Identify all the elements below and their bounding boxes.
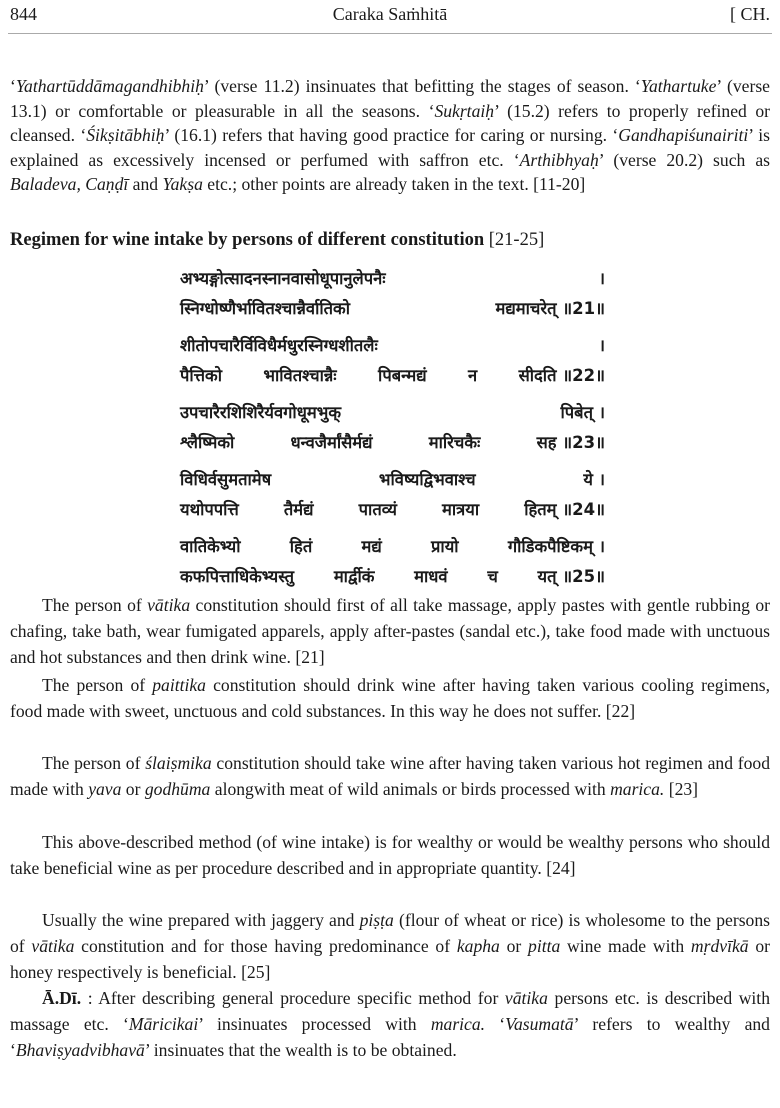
verse-word: पिबेत् । [560, 403, 605, 422]
verse-word: पातव्यं [358, 500, 397, 519]
sanskrit-term: Sukṛtaiḥ [434, 100, 495, 121]
text-run: ’ is explained as excessively incensed or perfumed with saffron etc. ‘ [10, 125, 770, 170]
sanskrit-term: kapha [456, 936, 500, 956]
paragraph [10, 907, 770, 985]
text-run: ’ insinuates that the wealth is to be obtained. [144, 1040, 457, 1060]
sanskrit-term: Yathartuke [640, 76, 717, 96]
verse-word: धन्वजैर्मांसैर्मद्यं [290, 433, 373, 452]
text-run: constitution should take wine after having taken various hot regimen and food made with [10, 753, 770, 799]
chapter-label: [ CH. [730, 4, 770, 24]
text-run: persons etc. is described with massage etc. ‘ [10, 988, 770, 1034]
paragraph [10, 592, 770, 670]
verse-word: । [598, 269, 605, 288]
text-run: ’ refers to wealthy and ‘ [10, 1014, 770, 1060]
verse-line [180, 562, 605, 592]
verse-word: मारिचकैः [428, 433, 481, 452]
page-number: 844 [10, 4, 37, 24]
book-title: Caraka Saṁhitā [332, 4, 448, 24]
text-run: constitution and for those having predominance of [74, 936, 457, 956]
paragraph [10, 829, 770, 881]
verse-word: पिबन्मद्यं [378, 366, 427, 385]
text-run: ’ (verse 13.1) or comfortable or pleasurable in all the seasons. ‘ [10, 76, 770, 121]
verse-line [180, 495, 605, 525]
verse-word: हितं [289, 537, 313, 556]
text-run: Usually the wine prepared with jaggery and [42, 910, 360, 930]
verse-word: मार्द्वीकं [333, 567, 375, 586]
text-run: [23] [664, 779, 699, 799]
verse-line [180, 264, 605, 294]
verse-word: वातिकेभ्यो [180, 537, 241, 556]
intro-paragraph [10, 74, 770, 197]
verse-word: मद्यं [361, 537, 382, 556]
sanskrit-term: ślaiṣmika [145, 753, 212, 773]
verse-word: उपचारैरशिशिरैर्यवगोधूमभुक् [180, 403, 341, 422]
sanskrit-term: Śikṣitābhiḥ [86, 125, 165, 146]
sanskrit-term: paittika [152, 675, 206, 695]
sanskrit-term: mṛdvīkā [690, 936, 749, 956]
verse-line [180, 428, 605, 458]
paragraph [10, 750, 770, 802]
text-run: or [121, 779, 145, 799]
verse-line [180, 294, 605, 324]
paragraph [10, 672, 770, 724]
sanskrit-term: Māricikai [128, 1014, 199, 1034]
verse-word: न [468, 366, 478, 385]
verse-word: कफपित्ताधिकेभ्यस्तु [180, 567, 295, 586]
sanskrit-term: Bhaviṣyadvibhavā [15, 1040, 145, 1060]
verse-word: गौडिकपैष्टिकम् । [507, 537, 605, 556]
sanskrit-term: marica. [430, 1014, 486, 1034]
section-heading [10, 230, 544, 251]
sanskrit-term: Vasumatā [505, 1014, 574, 1034]
sanskrit-term: yava [88, 779, 122, 799]
text-run: : After describing general procedure specific method for [81, 988, 505, 1008]
sanskrit-term: Yakṣa [162, 174, 203, 195]
running-header [10, 4, 770, 28]
verse-line [180, 361, 605, 391]
sanskrit-verses [180, 264, 605, 592]
verse-word: विधिर्वसुमतामेष [180, 470, 272, 489]
text-run: ’ insinuates processed with [198, 1014, 431, 1034]
sanskrit-term: vātika [31, 936, 75, 956]
sanskrit-term: piṣṭa [359, 910, 394, 930]
text-run: and [128, 174, 163, 195]
verse-word: हितम् ॥24॥ [524, 500, 605, 519]
sanskrit-term: Gandhapiśunairiti [618, 125, 749, 146]
text-run: The person of [42, 595, 148, 615]
verse-word: माधवं [414, 567, 448, 586]
text-run: ’ (verse 11.2) insinuates that befitting the stages of season. ‘ [203, 76, 641, 96]
verse-word: सीदति ॥22॥ [518, 366, 605, 385]
verse-word: यथोपपत्ति [180, 500, 239, 519]
sanskrit-term: Baladeva, Caṇḍī [10, 174, 129, 195]
text-run: or [499, 936, 529, 956]
verse-word: सह ॥23॥ [536, 433, 605, 452]
text-run: This above-described method (of wine intake) is for wealthy or would be wealthy persons who should take beneficial wine as per procedure described and in appropriate quantity. [24] [10, 832, 770, 878]
text-run: wine made with [560, 936, 691, 956]
text-run: ’ (16.1) refers that having good practice for caring or nursing. ‘ [164, 125, 619, 146]
verse-line [180, 398, 605, 428]
text-run: The person of [42, 753, 146, 773]
text-run: alongwith meat of wild animals or birds processed with [210, 779, 611, 799]
verse-word: स्निग्धोष्णैर्भावितश्चान्नैर्वातिको [180, 299, 350, 318]
text-run: ‘ [10, 76, 16, 96]
text-run: ’ (15.2) refers to properly refined or cleansed. ‘ [10, 100, 770, 146]
sanskrit-term: godhūma [144, 779, 211, 799]
sanskrit-term: vātika [147, 595, 191, 615]
text-run: or honey respectively is beneficial. [25] [10, 936, 770, 982]
header-rule [8, 33, 772, 34]
text-run: ’ (verse 20.2) such as [598, 149, 770, 170]
text-run: constitution should first of all take massage, apply pastes with gentle rubbing or chafing, take bath, wear fumigated apparels, apply after-pastes (sandal etc.), take food made with unctuous and hot substances and then drink wine. [21] [10, 595, 770, 667]
verse-word: मात्रया [442, 500, 480, 519]
verse-word: तैर्मद्यं [283, 500, 314, 519]
text-run: The person of [42, 675, 153, 695]
sanskrit-term: vātika [504, 988, 548, 1008]
verse-word: मद्यमाचरेत् ॥21॥ [495, 299, 605, 318]
verse-line [180, 532, 605, 562]
sanskrit-term: pitta [528, 936, 561, 956]
text-run: etc.; other points are already taken in the text. [11-20] [202, 174, 586, 195]
text-run: constitution should drink wine after having taken various cooling regimens, food made with sweet, unctuous and cold substances. In this way he does not suffer. [22] [10, 675, 770, 721]
verse-word: श्लैष्मिको [180, 433, 235, 452]
verse-word: पैत्तिको [180, 366, 222, 385]
sanskrit-term: Arthibhyaḥ [519, 149, 599, 170]
verse-word: च [487, 567, 498, 586]
verse-word: । [598, 336, 605, 355]
verse-word: भविष्यद्विभवाश्च [378, 470, 476, 489]
verse-word: ये । [583, 470, 605, 489]
verse-word: प्रायो [431, 537, 459, 556]
verse-word: अभ्यङ्गोत्सादनस्नानवासोधूपानुलेपनैः [180, 269, 386, 288]
sanskrit-term: Yathartūddāmagandhibhiḥ [15, 76, 204, 96]
verse-line [180, 465, 605, 495]
paragraph [10, 985, 770, 1063]
verse-line [180, 331, 605, 361]
verse-word: शीतोपचारैर्विविधैर्मधुरस्निग्धशीतलैः [180, 336, 378, 355]
text-run: (flour of wheat or rice) is wholesome to the persons of [10, 910, 770, 956]
section-heading-title: Regimen for wine intake by persons of different constitution [10, 230, 485, 250]
sanskrit-term: marica. [610, 779, 665, 799]
section-heading-verses: [21-25] [484, 230, 545, 250]
verse-word: यत् ॥25॥ [537, 567, 605, 586]
verse-word: भावितश्चान्नैः [263, 366, 337, 385]
commentary-label: Ā.Dī. [42, 988, 82, 1008]
text-run: ‘ [485, 1014, 506, 1034]
